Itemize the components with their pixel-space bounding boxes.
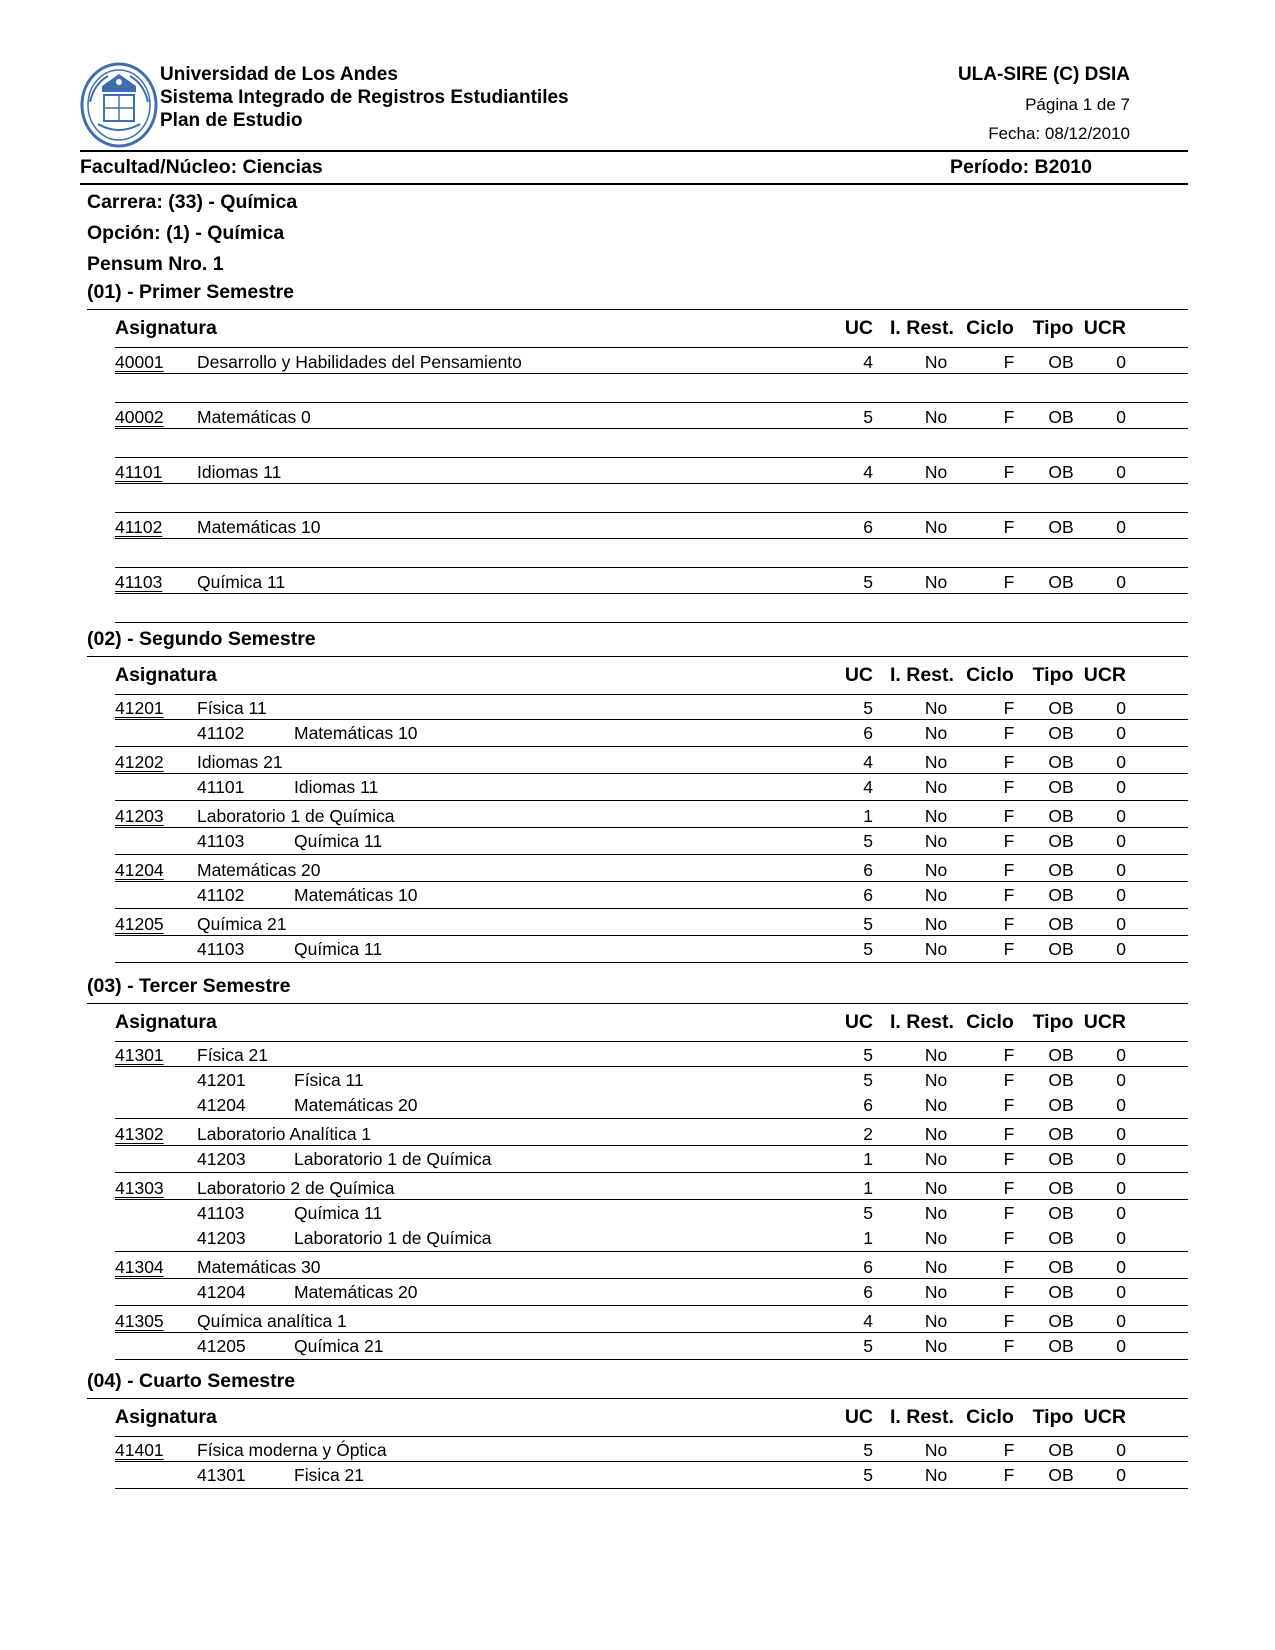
tipo-value: OB [1048,1311,1074,1331]
ciclo-value: F [1003,1095,1015,1115]
ciclo-value: F [1003,1311,1015,1331]
ciclo-value: F [1003,698,1015,718]
ucr-value: 0 [1116,407,1126,427]
ciclo-value: F [1003,572,1015,592]
header-rule [115,694,1188,695]
course-code: 41202 [115,752,164,772]
column-header-ciclo: Ciclo [966,1011,1014,1033]
column-header-ucr: UCR [1083,1406,1126,1428]
option-label: Opción: (1) - Química [87,222,285,244]
uc-value: 1 [863,806,873,826]
prereq-name: Laboratorio 1 de Química [294,1228,492,1248]
course-underline [115,538,1188,539]
course-underline [115,719,1188,720]
ciclo-value: F [1003,1257,1015,1277]
column-header-subject: Asignatura [115,1406,217,1428]
tipo-value: OB [1048,777,1074,797]
course-code: 41103 [115,572,163,592]
course-name: Matemáticas 30 [197,1257,321,1277]
uc-value: 6 [863,1095,873,1115]
uc-value: 5 [863,1465,873,1485]
ciclo-value: F [1003,1149,1015,1169]
tipo-value: OB [1048,1440,1074,1460]
ciclo-value: F [1003,1045,1015,1065]
tipo-value: OB [1048,806,1074,826]
course-underline [115,1066,1188,1067]
uc-value: 4 [863,462,873,482]
tipo-value: OB [1048,517,1074,537]
ucr-value: 0 [1116,462,1126,482]
prereq-code: 41102 [197,885,245,905]
rest-value: No [924,1282,948,1302]
course-group-rule [115,1251,1188,1252]
course-name: Laboratorio 1 de Química [197,806,395,826]
ciclo-value: F [1003,860,1015,880]
rest-value: No [924,1257,948,1277]
rest-value: No [924,885,948,905]
course-code: 40001 [115,352,164,372]
tipo-value: OB [1048,885,1074,905]
ucr-value: 0 [1116,1311,1126,1331]
rest-value: No [924,1045,948,1065]
ucr-value: 0 [1116,806,1126,826]
ucr-value: 0 [1116,352,1126,372]
prereq-name: Química 11 [294,939,383,959]
course-group-rule [115,1118,1188,1119]
ciclo-value: F [1003,352,1015,372]
ciclo-value: F [1003,1178,1015,1198]
rest-value: No [924,352,948,372]
course-name: Química 21 [197,914,287,934]
course-name: Química analítica 1 [197,1311,347,1331]
uc-value: 6 [863,723,873,743]
course-code: 40002 [115,407,164,427]
column-header-subject: Asignatura [115,664,217,686]
column-header-rest: I. Rest. [890,1011,954,1033]
course-name: Química 11 [197,572,286,592]
tipo-value: OB [1048,939,1074,959]
tipo-value: OB [1048,462,1074,482]
faculty-label: Facultad/Núcleo: Ciencias [80,156,323,178]
course-underline [115,935,1188,936]
tipo-value: OB [1048,860,1074,880]
rest-value: No [924,806,948,826]
tipo-value: OB [1048,572,1074,592]
period-label: Período: B2010 [950,156,1092,178]
column-header-tipo: Tipo [1032,317,1074,339]
ciclo-value: F [1003,1440,1015,1460]
rest-value: No [924,752,948,772]
semester-title: (04) - Cuarto Semestre [87,1370,296,1392]
rest-value: No [924,698,948,718]
rest-value: No [924,939,948,959]
tipo-value: OB [1048,1149,1074,1169]
course-code: 41302 [115,1124,164,1144]
column-header-ucr: UCR [1083,317,1126,339]
rest-value: No [924,462,948,482]
ciclo-value: F [1003,1465,1015,1485]
university-name: Universidad de Los Andes [160,64,398,85]
ciclo-value: F [1003,1124,1015,1144]
ciclo-value: F [1003,777,1015,797]
uc-value: 5 [863,1440,873,1460]
tipo-value: OB [1048,1228,1074,1248]
uc-value: 4 [863,352,873,372]
course-code: 41204 [115,860,164,880]
uc-value: 4 [863,1311,873,1331]
rest-value: No [924,723,948,743]
career-label: Carrera: (33) - Química [87,191,298,213]
rest-value: No [924,1203,948,1223]
prereq-name: Matemáticas 10 [294,723,418,743]
ucr-value: 0 [1116,1228,1126,1248]
ucr-value: 0 [1116,1336,1126,1356]
uc-value: 5 [863,407,873,427]
row-separator [115,457,1188,458]
course-group-rule [115,746,1188,747]
prereq-name: Matemáticas 20 [294,1282,418,1302]
ucr-value: 0 [1116,517,1126,537]
ucr-value: 0 [1116,1045,1126,1065]
ciclo-value: F [1003,517,1015,537]
prereq-name: Química 11 [294,1203,383,1223]
column-header-tipo: Tipo [1032,1011,1074,1033]
page-number: Página 1 de 7 [1025,95,1130,114]
column-header-rest: I. Rest. [890,317,954,339]
course-name: Idiomas 21 [197,752,283,772]
prereq-name: Matemáticas 10 [294,885,418,905]
prereq-code: 41301 [197,1465,246,1485]
uc-value: 6 [863,1257,873,1277]
ucr-value: 0 [1116,1124,1126,1144]
ucr-value: 0 [1116,1178,1126,1198]
ucr-value: 0 [1116,1149,1126,1169]
semester-title: (02) - Segundo Semestre [87,628,316,650]
uc-value: 6 [863,1282,873,1302]
tipo-value: OB [1048,1070,1074,1090]
ucr-value: 0 [1116,1465,1126,1485]
rest-value: No [924,1311,948,1331]
course-underline [115,483,1188,484]
course-group-rule [115,962,1188,963]
ucr-value: 0 [1116,1282,1126,1302]
course-underline [115,1278,1188,1279]
ciclo-value: F [1003,407,1015,427]
prereq-code: 41103 [197,831,245,851]
column-header-ucr: UCR [1083,664,1126,686]
uc-value: 4 [863,752,873,772]
prereq-name: Física 11 [294,1070,364,1090]
course-code: 41101 [115,462,163,482]
course-code: 41304 [115,1257,164,1277]
course-name: Física moderna y Óptica [197,1440,387,1460]
prereq-code: 41201 [197,1070,246,1090]
course-group-rule [115,800,1188,801]
ucr-value: 0 [1116,914,1126,934]
prereq-code: 41103 [197,1203,245,1223]
semester-rule [87,1398,1188,1399]
tipo-value: OB [1048,723,1074,743]
prereq-name: Matemáticas 20 [294,1095,418,1115]
prereq-name: Fisica 21 [294,1465,365,1485]
ucr-value: 0 [1116,723,1126,743]
rest-value: No [924,1124,948,1144]
course-underline [115,1145,1188,1146]
course-code: 41205 [115,914,164,934]
column-header-ucr: UCR [1083,1011,1126,1033]
course-underline [115,827,1188,828]
course-name: Desarrollo y Habilidades del Pensamiento [197,352,522,372]
row-separator [115,512,1188,513]
header-rule [115,347,1188,348]
uc-value: 5 [863,572,873,592]
ciclo-value: F [1003,885,1015,905]
uc-value: 2 [863,1124,873,1144]
tipo-value: OB [1048,1336,1074,1356]
tipo-value: OB [1048,1178,1074,1198]
tipo-value: OB [1048,831,1074,851]
uc-value: 5 [863,1336,873,1356]
course-code: 41303 [115,1178,164,1198]
ucr-value: 0 [1116,1257,1126,1277]
prereq-code: 41203 [197,1149,246,1169]
rest-value: No [924,1336,948,1356]
ciclo-value: F [1003,939,1015,959]
ciclo-value: F [1003,806,1015,826]
system-code: ULA-SIRE (C) DSIA [957,64,1130,85]
system-name: Sistema Integrado de Registros Estudiantiles [160,87,569,108]
course-name: Laboratorio Analítica 1 [197,1124,372,1144]
ucr-value: 0 [1116,939,1126,959]
course-underline [115,1332,1188,1333]
course-name: Matemáticas 10 [197,517,321,537]
course-code: 41201 [115,698,164,718]
row-separator [115,567,1188,568]
course-group-rule [115,908,1188,909]
course-name: Matemáticas 0 [197,407,311,427]
course-name: Idiomas 11 [197,462,282,482]
uc-value: 1 [863,1149,873,1169]
ciclo-value: F [1003,1070,1015,1090]
tipo-value: OB [1048,752,1074,772]
uc-value: 5 [863,698,873,718]
course-group-rule [115,1172,1188,1173]
rest-value: No [924,517,948,537]
course-name: Laboratorio 2 de Química [197,1178,395,1198]
tipo-value: OB [1048,1282,1074,1302]
prereq-code: 41204 [197,1282,246,1302]
ciclo-value: F [1003,752,1015,772]
ucr-value: 0 [1116,860,1126,880]
prereq-name: Laboratorio 1 de Química [294,1149,492,1169]
header-rule [115,1436,1188,1437]
course-underline [115,773,1188,774]
rest-value: No [924,1149,948,1169]
rest-value: No [924,1178,948,1198]
ucr-value: 0 [1116,885,1126,905]
tipo-value: OB [1048,352,1074,372]
column-header-ciclo: Ciclo [966,1406,1014,1428]
ciclo-value: F [1003,462,1015,482]
tipo-value: OB [1048,1124,1074,1144]
prereq-code: 41205 [197,1336,246,1356]
uc-value: 6 [863,517,873,537]
column-header-uc: UC [844,1406,873,1428]
tipo-value: OB [1048,1045,1074,1065]
semester-title: (03) - Tercer Semestre [87,975,291,997]
tipo-value: OB [1048,698,1074,718]
ciclo-value: F [1003,1336,1015,1356]
prereq-code: 41102 [197,723,245,743]
column-header-ciclo: Ciclo [966,664,1014,686]
column-header-uc: UC [844,664,873,686]
tipo-value: OB [1048,1257,1074,1277]
rest-value: No [924,1440,948,1460]
course-name: Matemáticas 20 [197,860,321,880]
column-header-rest: I. Rest. [890,664,954,686]
course-group-rule [115,1488,1188,1489]
uc-value: 5 [863,1070,873,1090]
tipo-value: OB [1048,1203,1074,1223]
column-header-tipo: Tipo [1032,1406,1074,1428]
prereq-name: Química 11 [294,831,383,851]
uc-value: 6 [863,885,873,905]
prereq-code: 41203 [197,1228,246,1248]
ucr-value: 0 [1116,1095,1126,1115]
course-name: Física 11 [197,698,267,718]
ucr-value: 0 [1116,1440,1126,1460]
header-rule [115,1041,1188,1042]
ucr-value: 0 [1116,752,1126,772]
course-underline [115,1461,1188,1462]
uc-value: 5 [863,831,873,851]
semester-rule [87,656,1188,657]
tipo-value: OB [1048,1465,1074,1485]
semester-rule [87,1003,1188,1004]
rest-value: No [924,1095,948,1115]
course-code: 41203 [115,806,164,826]
ciclo-value: F [1003,1228,1015,1248]
rest-value: No [924,407,948,427]
course-code: 41102 [115,517,163,537]
ucr-value: 0 [1116,831,1126,851]
ciclo-value: F [1003,831,1015,851]
rest-value: No [924,1070,948,1090]
uc-value: 5 [863,939,873,959]
tipo-value: OB [1048,407,1074,427]
course-code: 41305 [115,1311,164,1331]
row-separator [115,402,1188,403]
prereq-code: 41204 [197,1095,246,1115]
ucr-value: 0 [1116,1203,1126,1223]
tipo-value: OB [1048,914,1074,934]
column-header-uc: UC [844,1011,873,1033]
course-name: Física 21 [197,1045,268,1065]
pensum-label: Pensum Nro. 1 [87,253,224,275]
rest-value: No [924,1228,948,1248]
course-group-rule [115,1305,1188,1306]
course-underline [115,1199,1188,1200]
prereq-code: 41103 [197,939,245,959]
rest-value: No [924,914,948,934]
course-code: 41301 [115,1045,164,1065]
course-underline [115,593,1188,594]
ucr-value: 0 [1116,698,1126,718]
uc-value: 1 [863,1178,873,1198]
rest-value: No [924,1465,948,1485]
rest-value: No [924,572,948,592]
uc-value: 5 [863,1203,873,1223]
column-header-tipo: Tipo [1032,664,1074,686]
column-header-rest: I. Rest. [890,1406,954,1428]
ucr-value: 0 [1116,777,1126,797]
column-header-ciclo: Ciclo [966,317,1014,339]
ciclo-value: F [1003,914,1015,934]
uc-value: 4 [863,777,873,797]
report-name: Plan de Estudio [160,110,303,131]
uc-value: 6 [863,860,873,880]
column-header-uc: UC [844,317,873,339]
prereq-name: Idiomas 11 [294,777,379,797]
rest-value: No [924,777,948,797]
course-code: 41401 [115,1440,164,1460]
ciclo-value: F [1003,1282,1015,1302]
course-underline [115,428,1188,429]
row-separator [115,622,1188,623]
rest-value: No [924,831,948,851]
ucr-value: 0 [1116,572,1126,592]
uc-value: 5 [863,914,873,934]
ciclo-value: F [1003,1203,1015,1223]
tipo-value: OB [1048,1095,1074,1115]
report-date: Fecha: 08/12/2010 [988,124,1130,143]
column-header-subject: Asignatura [115,317,217,339]
semester-title: (01) - Primer Semestre [87,281,295,303]
course-group-rule [115,1359,1188,1360]
ciclo-value: F [1003,723,1015,743]
uc-value: 1 [863,1228,873,1248]
semester-rule [87,309,1188,310]
uc-value: 5 [863,1045,873,1065]
rest-value: No [924,860,948,880]
column-header-subject: Asignatura [115,1011,217,1033]
ucr-value: 0 [1116,1070,1126,1090]
prereq-code: 41101 [197,777,245,797]
course-underline [115,373,1188,374]
course-group-rule [115,854,1188,855]
prereq-name: Química 21 [294,1336,384,1356]
course-underline [115,881,1188,882]
